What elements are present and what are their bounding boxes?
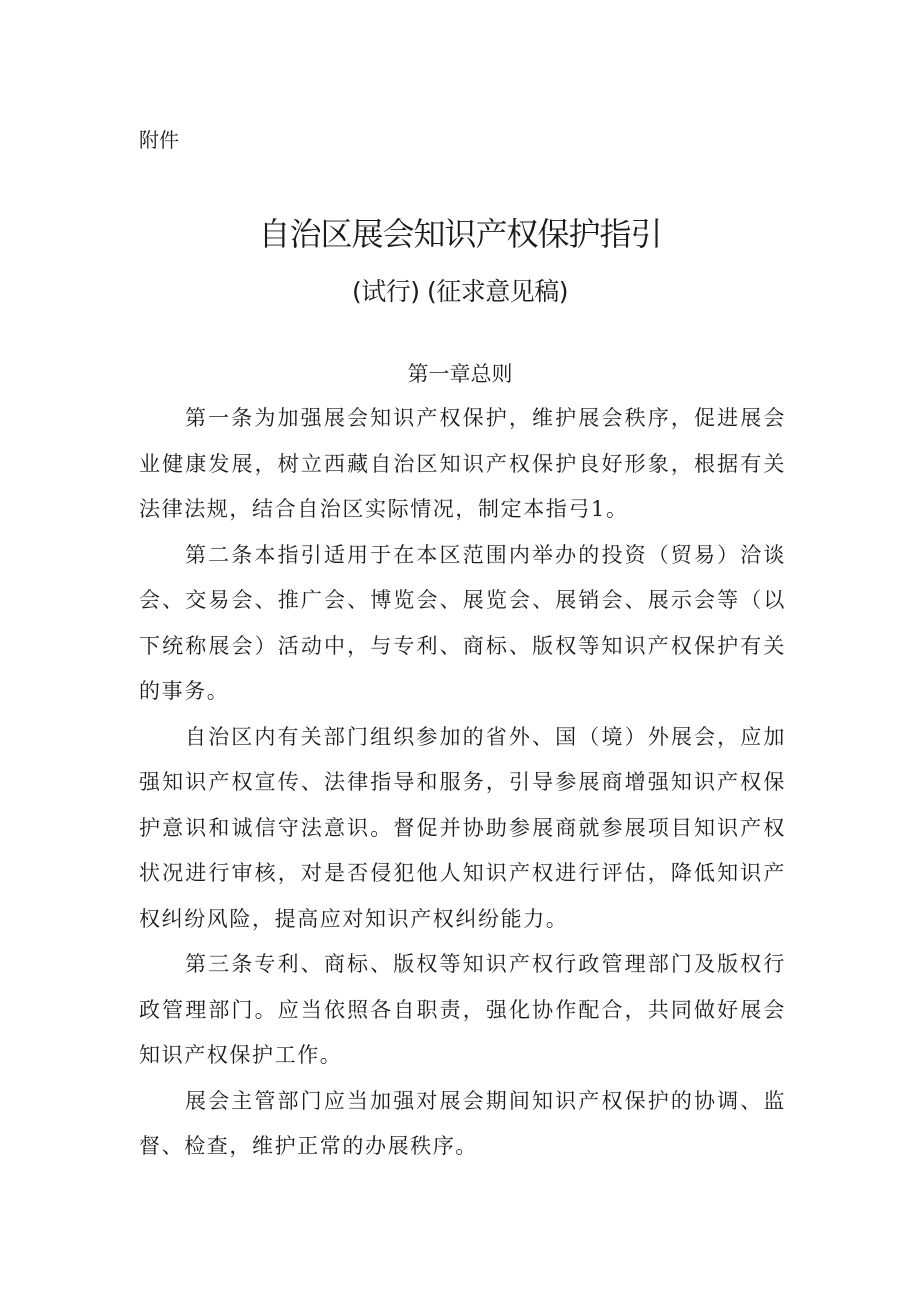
article-2-supplement-paragraph: 自治区内有关部门组织参加的省外、国（境）外展会，应加强知识产权宣传、法律指导和服务，引导参展商增强知识产权保护意识和诚信守法意识。督促并协助参展商就参展项目知识产权状况进行审核，对是否侵犯他人知识产权进行评估，降低知识产权纠纷风险，提高应对知识产权纠纷能力。: [139, 724, 786, 931]
document-subtitle: (试行) (征求意见稿): [352, 277, 568, 306]
document-body: [139, 396, 786, 1170]
article-3-supplement-paragraph: 展会主管部门应当加强对展会期间知识产权保护的协调、监督、检查，维护正常的办展秩序。: [139, 1088, 786, 1158]
article-2-paragraph: 第二条本指引适用于在本区范围内举办的投资（贸易）洽谈会、交易会、推广会、博览会、展览会、展销会、展示会等（以下统称展会）活动中，与专利、商标、版权等知识产权保护有关的事务。: [139, 542, 786, 703]
article-3-paragraph: 第三条专利、商标、版权等知识产权行政管理部门及版权行政管理部门。应当依照各自职责，强化协作配合，共同做好展会知识产权保护工作。: [139, 952, 786, 1067]
attachment-label: 附件: [139, 128, 179, 152]
article-1-paragraph: 第一条为加强展会知识产权保护，维护展会秩序，促进展会业健康发展，树立西藏自治区知识产权保护良好形象，根据有关法律法规，结合自治区实际情况，制定本指弓1。: [139, 406, 786, 521]
chapter-heading: 第一章总则: [407, 362, 513, 386]
document-title: 自治区展会知识产权保护指引: [258, 215, 662, 253]
